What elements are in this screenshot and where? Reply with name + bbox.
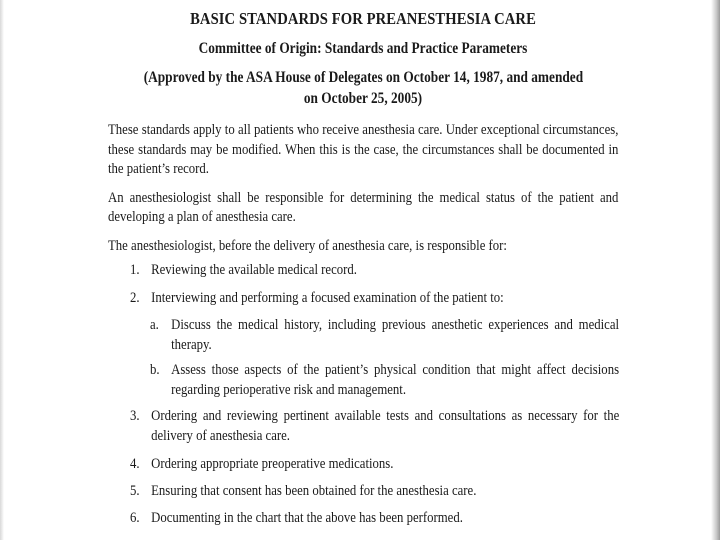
approval-note: [108, 67, 618, 109]
paragraph-intro-list: The anesthesiologist, before the delivery of anesthesia care, is responsible for:: [108, 237, 507, 254]
sub-list-item: [150, 316, 619, 355]
list-item-number: 1.: [130, 262, 140, 278]
list-item-text: Documenting in the chart that the above has been performed.: [151, 510, 463, 526]
right-edge-shadow: [711, 0, 720, 540]
list-item-text: Ordering and reviewing pertinent available tests and consultations as necessary for the delivery of anesthesia care.: [151, 408, 620, 444]
list-item: [130, 509, 463, 529]
list-item-number: 4.: [130, 456, 140, 472]
list-item: [130, 407, 619, 446]
left-edge-shadow: [0, 0, 4, 540]
list-item-text: Ordering appropriate preoperative medications.: [151, 456, 394, 472]
list-item-number: 5.: [130, 483, 140, 499]
approval-line-1: (Approved by the ASA House of Delegates on October 14, 1987, and amended: [143, 69, 584, 86]
sub-list-letter: b.: [150, 362, 160, 378]
approval-line-2: on October 25, 2005): [303, 90, 423, 107]
list-item-text: Interviewing and performing a focused examination of the patient to:: [151, 290, 504, 306]
list-item-number: 2.: [130, 290, 140, 306]
committee-line: Committee of Origin: Standards and Practice Parameters: [198, 40, 528, 57]
list-item: [130, 261, 357, 281]
sub-list-text: Discuss the medical history, including previous anesthetic experiences and medical therapy.: [171, 317, 620, 353]
paragraph-responsibility: An anesthesiologist shall be responsible for determining the medical status of the patient and developing a plan of anesthesia care.: [108, 189, 619, 225]
sub-list-text: Assess those aspects of the patient’s physical condition that might affect decisions regarding perioperative risk and management.: [171, 362, 620, 398]
sub-list-letter: a.: [150, 317, 159, 333]
list-item: [130, 482, 476, 502]
document-title: BASIC STANDARDS FOR PREANESTHESIA CARE: [190, 9, 536, 28]
list-item: [130, 455, 393, 475]
list-item-text: Reviewing the available medical record.: [151, 262, 357, 278]
list-item: [130, 289, 504, 309]
paragraph-scope: These standards apply to all patients who receive anesthesia care. Under exceptional circumstances, these standards may be modified. When this is the case, the circumstances shall be documented in the patient’s record.: [108, 122, 619, 177]
list-item-text: Ensuring that consent has been obtained for the anesthesia care.: [151, 483, 477, 499]
document-page: [108, 8, 618, 256]
list-item-number: 6.: [130, 510, 140, 526]
sub-list-item: [150, 361, 619, 400]
list-item-number: 3.: [130, 408, 140, 424]
